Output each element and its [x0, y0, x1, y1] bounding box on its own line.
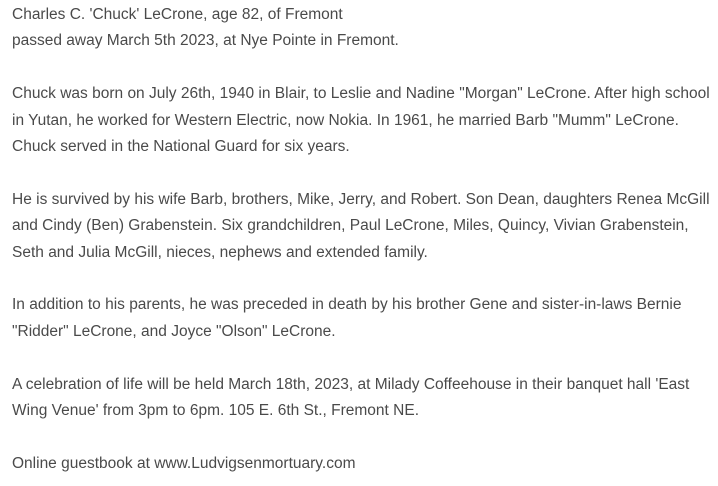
survivors-paragraph: He is survived by his wife Barb, brothers, Mike, Jerry, and Robert. Son Dean, daughters Renea McGill and Cindy (Ben) Grabenstein. Six grandchildren, Paul LeCrone, Miles, Quincy, Vivian Grabenstein, Seth and Julia McGill, nieces, nephews and extended family. [12, 190, 710, 261]
opening-line-1: Charles C. 'Chuck' LeCrone, age 82, of Fremont [12, 6, 343, 23]
guestbook-link[interactable]: www.Ludvigsenmortuary.com [154, 454, 356, 472]
birth-paragraph: Chuck was born on July 26th, 1940 in Blair, to Leslie and Nadine "Morgan" LeCrone. After high school in Yutan, he worked for Western Electric, now Nokia. In 1961, he married Barb "Mumm" LeCrone. Chuck served in the National Guard for six years. [12, 85, 710, 156]
celebration-paragraph: A celebration of life will be held March 18th, 2023, at Milady Coffeehouse in their banquet hall 'East Wing Venue' from 3pm to 6pm. 105 E. 6th St., Fremont NE. [12, 375, 690, 420]
opening-line-2: passed away March 5th 2023, at Nye Pointe in Fremont. [12, 32, 399, 50]
preceded-paragraph: In addition to his parents, he was preceded in death by his brother Gene and sister-in-laws Bernie "Ridder" LeCrone, and Joyce "Olson" LeCrone. [12, 296, 682, 340]
guestbook-prefix: Online guestbook at [12, 454, 155, 472]
guestbook-paragraph [12, 451, 710, 477]
opening-paragraph [12, 2, 710, 55]
